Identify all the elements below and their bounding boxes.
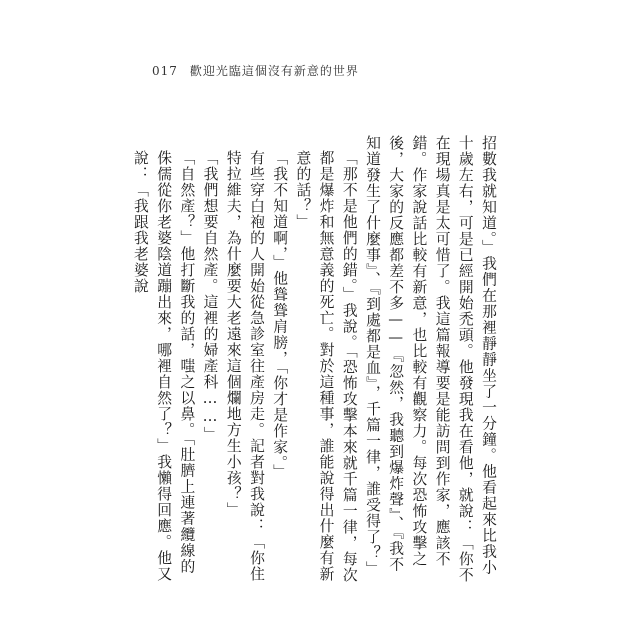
paragraph: 招數我就知道。」我們在那裡靜靜坐了一分鐘。他看起來比我小十歲左右，可是已經開始禿頭。他發現我在看他，就說：「你不在現場真是太可惜了。我這篇報導要是能訪問到作家，應該不錯。作家說話比較有新意，也比較有觀察力。每次恐怖攻擊之後，大家的反應都差不多——『忽然，我聽到爆炸聲』、『我不知道發生了什麼事』、『到處都是血』，千篇一律，誰受得了？」 — [363, 135, 497, 583]
page-number: 017 — [152, 64, 178, 78]
paragraph: 「自然產？」他打斷我的話，嗤之以鼻。「肚臍上連著纜線的侏儒從你老婆陰道蹦出來，哪裡自然了？」我懶得回應。他又說：「我跟我老婆說 — [131, 149, 196, 582]
paragraph: 「我們想要自然產。這裡的婦產科……」 — [201, 149, 219, 443]
paragraph: 「那不是他們的錯。」我說。「恐怖攻擊本來就千篇一律，每次都是爆炸和無意義的死亡。對於這種事，誰能說得出什麼有新意的話？」 — [294, 149, 358, 583]
paragraph: 「我不知道啊，」他聳聳肩膀，「你才是作家。」 — [271, 149, 289, 480]
body-text — [131, 135, 500, 585]
running-header — [152, 62, 359, 79]
paragraph: 有些穿白袍的人開始從急診室往產房走。記者對我說：「你住特拉維夫，為什麼要大老遠來這個爛地方生小孩？」 — [224, 149, 265, 582]
running-title: 歡迎光臨這個沒有新意的世界 — [189, 64, 359, 78]
